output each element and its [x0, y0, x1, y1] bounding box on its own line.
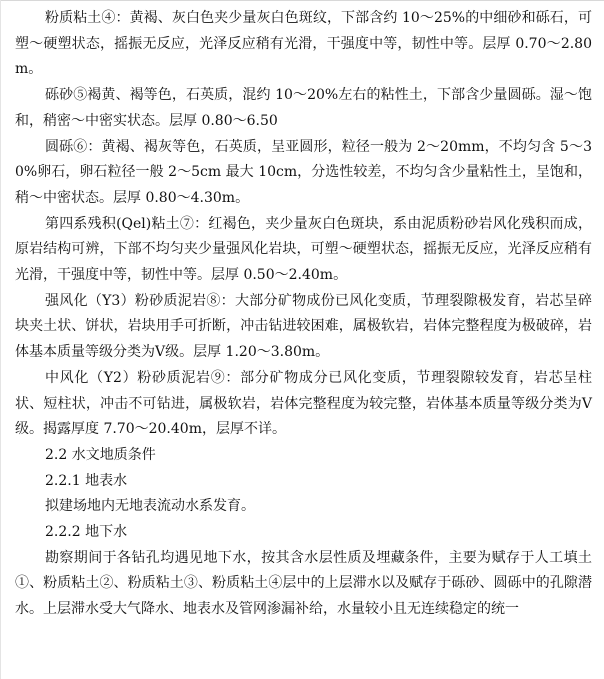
paragraph-groundwater: 勘察期间于各钻孔均遇见地下水，按其含水层性质及埋藏条件，主要为赋存于人工填土①、粉质粘土②、粉质粘土③、粉质粘土④层中的上层滞水以及赋存于砾砂、圆砾中的孔隙潜水。上层滞水受大气降水、地表水及管网渗漏补给，水量较小且无连续稳定的统一 — [15, 549, 592, 618]
paragraph-round-gravel-6: 圆砾⑥：黄褐、褐灰等色，石英质，呈亚圆形，粒径一般为 2～20mm，不均匀含 5～30%卵石，卵石粒径一般 2～5cm 最大 10cm，分选性较差，不均匀含少量粘性土，呈饱和，稍～中密状态。层厚 0.80～4.30m。 — [15, 138, 592, 206]
page-left-border — [0, 0, 1, 679]
paragraph-gravelly-sand-5: 砾砂⑤褐黄、褐等色，石英质，混约 10～20%左右的粘性土，下部含少量圆砾。湿～饱和，稍密～中密实状态。层厚 0.80～6.50 — [15, 87, 592, 129]
paragraph-residual-clay-7: 第四系残积(Qel)粘土⑦：红褐色，夹少量灰白色斑块，系由泥质粉砂岩风化残积而成，原岩结构可辨，下部不均匀夹少量强风化岩块，可塑～硬塑状态，摇振无反应，光泽反应稍有光滑，干强度中等，韧性中等。层厚 0.50～2.40m。 — [15, 215, 592, 284]
paragraph-strongly-weathered-mudstone-8: 强风化（Y3）粉砂质泥岩⑧：大部分矿物成份已风化变质，节理裂隙极发育，岩芯呈碎块夹土状、饼状，岩块用手可折断，冲击钻进较困难，属极软岩，岩体完整程度为极破碎，岩体基本质量等级分类为Ⅴ级。层厚 1.20～3.80m。 — [15, 292, 592, 361]
subsection-heading-groundwater: 2.2.2 地下水 — [45, 524, 128, 541]
document-body — [15, 6, 592, 623]
paragraph-moderately-weathered-mudstone-9: 中风化（Y2）粉砂质泥岩⑨：部分矿物成分已风化变质，节理裂隙较发育，岩芯呈柱状、短柱状，冲击不可钻进，属极软岩，岩体完整程度为较完整，岩体基本质量等级分类为Ⅴ级。揭露厚度 7.70～20.40m，层厚不详。 — [15, 369, 592, 438]
subsection-heading-surface-water: 2.2.1 地表水 — [45, 472, 128, 489]
section-heading-hydrogeology: 2.2 水文地质条件 — [45, 446, 156, 463]
paragraph-silty-clay-4: 粉质粘土④：黄褐、灰白色夹少量灰白色斑纹，下部含约 10～25%的中细砂和砾石，可塑～硬塑状态，摇振无反应，光泽反应稍有光滑，干强度中等，韧性中等。层厚 0.70～2.80m。 — [15, 10, 592, 78]
page-top-border — [0, 0, 604, 1]
paragraph-surface-water: 拟建场地内无地表流动水系发育。 — [45, 498, 255, 515]
